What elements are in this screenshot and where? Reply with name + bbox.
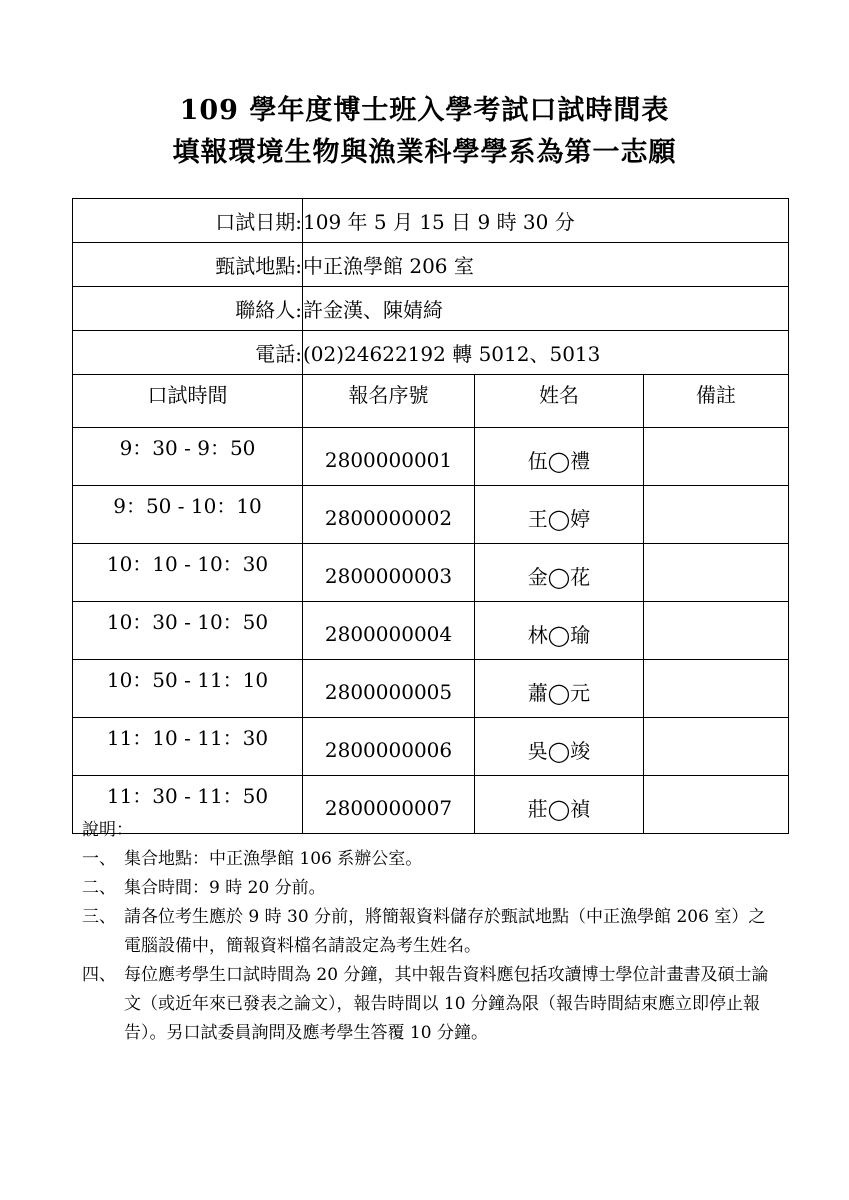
table-header-row [73,375,789,428]
table-row [73,602,789,660]
cell-time: 10：10 - 10：30 [73,544,303,602]
cell-time: 10：50 - 11：10 [73,660,303,718]
cell-time: 9：50 - 10：10 [73,486,303,544]
info-value-location: 中正漁學館 206 室 [303,243,789,287]
note-text: 集合時間：9 時 20 分前。 [124,878,326,898]
cell-time: 11：10 - 11：30 [73,718,303,776]
schedule-table [72,198,789,834]
note-item [82,845,782,874]
cell-name: 伍◯禮 [475,428,644,486]
table-row [73,718,789,776]
info-label: 口試日期: [73,199,303,243]
cell-name: 莊◯禎 [475,776,644,834]
header-name: 姓名 [475,375,644,428]
note-number: 二、 [82,878,116,898]
cell-remark [644,486,789,544]
cell-name: 蕭◯元 [475,660,644,718]
cell-remark [644,660,789,718]
note-number: 一、 [82,849,116,869]
notes-heading: 說明： [82,820,133,840]
cell-name: 林◯瑜 [475,602,644,660]
info-value-date: 109 年 5 月 15 日 9 時 30 分 [303,199,789,243]
title-line-2: 填報環境生物與漁業科學學系為第一志願 [172,137,677,168]
note-number: 四、 [82,965,116,985]
cell-id: 2800000005 [303,660,475,718]
table-row [73,660,789,718]
cell-name: 金◯花 [475,544,644,602]
note-number: 三、 [82,907,116,927]
info-label: 電話: [73,331,303,375]
cell-remark [644,718,789,776]
info-label: 甄試地點: [73,243,303,287]
cell-name: 吳◯竣 [475,718,644,776]
note-text: 每位應考學生口試時間為 20 分鐘，其中報告資料應包括攻讀博士學位計畫書及碩士論文（或近年來已發表之論文），報告時間以 10 分鐘為限（報告時間結束應立即停止報告）。另口試委員詢問及應考學生答覆 10 分鐘。 [124,965,769,1043]
cell-id: 2800000001 [303,428,475,486]
note-item [82,961,782,1048]
title-line-1: 109 學年度博士班入學考試口試時間表 [179,95,670,126]
cell-remark [644,602,789,660]
info-row-date [73,199,789,243]
cell-id: 2800000006 [303,718,475,776]
note-item [82,903,782,961]
info-row-location [73,243,789,287]
info-value-contact: 許金漢、陳婧綺 [303,287,789,331]
cell-remark [644,544,789,602]
note-item [82,874,782,903]
cell-id: 2800000007 [303,776,475,834]
cell-id: 2800000004 [303,602,475,660]
notes-section [82,816,782,1048]
cell-time: 11：30 - 11：50 [73,776,303,834]
note-text: 集合地點：中正漁學館 106 系辦公室。 [124,849,423,869]
table-row [73,428,789,486]
info-label: 聯絡人: [73,287,303,331]
info-row-phone [73,331,789,375]
note-text: 請各位考生應於 9 時 30 分前，將簡報資料儲存於甄試地點（中正漁學館 206 室）之電腦設備中，簡報資料檔名請設定為考生姓名。 [124,907,766,956]
cell-id: 2800000002 [303,486,475,544]
table-row [73,544,789,602]
cell-time: 10：30 - 10：50 [73,602,303,660]
header-id: 報名序號 [303,375,475,428]
cell-remark [644,428,789,486]
info-value-phone: (02)24622192 轉 5012、5013 [303,331,789,375]
table-row [73,486,789,544]
info-row-contact [73,287,789,331]
header-remark: 備註 [644,375,789,428]
cell-time: 9：30 - 9：50 [73,428,303,486]
cell-name: 王◯婷 [475,486,644,544]
header-time: 口試時間 [73,375,303,428]
cell-id: 2800000003 [303,544,475,602]
